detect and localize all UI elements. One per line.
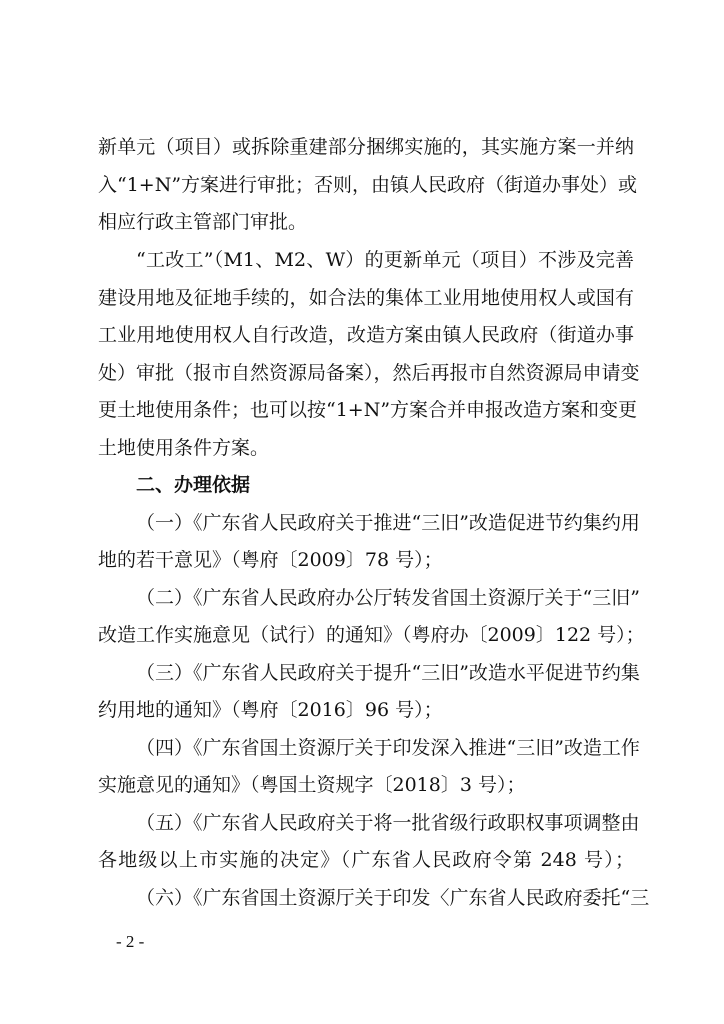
basis-item-line: 地的若干意见》（粤府〔2009〕78 号）； [98, 549, 443, 571]
paragraph-line: 更土地使用条件；也可以按“1+N”方案合并申报改造方案和变更 [98, 399, 638, 421]
basis-item-line: （三）《广东省人民政府关于提升“三旧”改造水平促进节约集 [136, 662, 640, 684]
paragraph-line: 土地使用条件方案。 [98, 437, 270, 459]
paragraph-line: 相应行政主管部门审批。 [98, 211, 308, 233]
basis-item-line: 各地级以上市实施的决定》（广东省人民政府令第 248 号）； [98, 849, 634, 871]
basis-item-line: （五）《广东省人民政府关于将一批省级行政职权事项调整由 [136, 812, 640, 834]
basis-item-line: 约用地的通知》（粤府〔2016〕96 号）； [98, 699, 443, 721]
paragraph-line: 处）审批（报市自然资源局备案），然后再报市自然资源局申请变 [98, 362, 640, 384]
basis-item-line: （一）《广东省人民政府关于推进“三旧”改造促进节约集约用 [136, 512, 640, 534]
basis-item-line: （二）《广东省人民政府办公厅转发省国土资源厅关于“三旧” [136, 587, 640, 609]
paragraph-line: 建设用地及征地手续的，如合法的集体工业用地使用权人或国有 [98, 287, 634, 309]
page-number: - 2 - [116, 932, 145, 951]
section-heading: 二、办理依据 [136, 474, 251, 496]
basis-item-line: （六）《广东省国土资源厅关于印发〈广东省人民政府委托“三 [136, 887, 650, 909]
paragraph-line: 新单元（项目）或拆除重建部分捆绑实施的，其实施方案一并纳 [98, 136, 634, 158]
paragraph-line: “工改工”（M1、M2、W）的更新单元（项目）不涉及完善 [136, 249, 634, 271]
basis-item-line: （四）《广东省国土资源厅关于印发深入推进“三旧”改造工作 [136, 737, 640, 759]
paragraph-line: 工业用地使用权人自行改造，改造方案由镇人民政府（街道办事 [98, 324, 634, 346]
basis-item-line: 实施意见的通知》（粤国土资规字〔2018〕3 号）； [98, 774, 526, 796]
paragraph-line: 入“1+N”方案进行审批；否则，由镇人民政府（街道办事处）或 [98, 174, 638, 196]
basis-item-line: 改造工作实施意见（试行）的通知》（粤府办〔2009〕122 号）； [98, 624, 645, 646]
